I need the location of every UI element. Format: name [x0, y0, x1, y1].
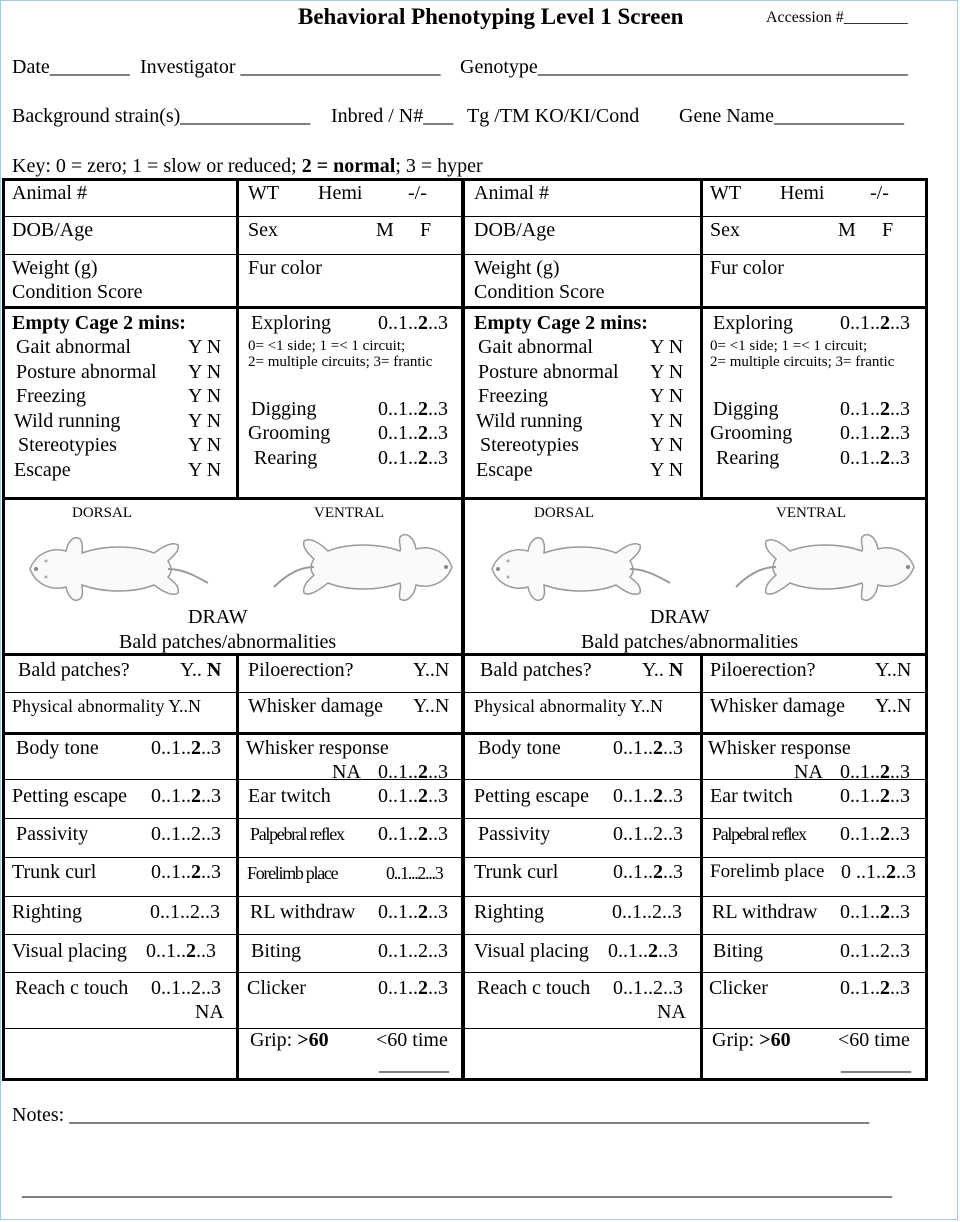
scale-high: ..3 [428, 785, 448, 807]
rearing-scale[interactable] [840, 447, 910, 470]
freezing-label: Freezing [478, 385, 548, 407]
notes-label: Notes: [12, 1104, 70, 1126]
passivity-label: Passivity [478, 823, 551, 845]
draw-label: DRAW [188, 606, 248, 628]
scale-high: ..3 [663, 861, 683, 883]
exploring-label: Exploring [251, 312, 331, 334]
mouse-dorsal-outline-image[interactable] [484, 523, 674, 613]
scale-normal: 2 [418, 398, 428, 420]
forelimb-place-label: Forelimb place [710, 861, 825, 882]
scale-normal: 2 [418, 785, 428, 807]
form-title: Behavioral Phenotyping Level 1 Screen [298, 4, 684, 29]
scale-low: 0..1.. [151, 861, 191, 883]
whisker-damage-label: Whisker damage [710, 695, 845, 717]
scale-high: ..3 [890, 785, 910, 807]
scale-low: 0..1.. [378, 312, 418, 334]
dorsal-label: DORSAL [534, 505, 595, 521]
scale-normal: 2 [418, 977, 428, 999]
ventral-label: VENTRAL [314, 505, 384, 521]
empty-cage-heading: Empty Cage 2 mins: [12, 312, 186, 334]
score-key-normal: 2 = normal [301, 155, 396, 177]
ventral-label: VENTRAL [776, 505, 846, 521]
whisker-response-label: Whisker response [246, 737, 389, 759]
biting-scale[interactable]: 0..1..2..3 [378, 940, 448, 962]
sex-label: Sex [248, 219, 278, 241]
scale-normal: 2 [886, 861, 896, 883]
forelimb-place-scale[interactable] [841, 861, 916, 884]
table-right-border [925, 178, 928, 1081]
escape-label: Escape [14, 459, 71, 481]
scale-normal: 2 [880, 977, 890, 999]
grooming-label: Grooming [710, 422, 793, 444]
scale-low: 0..1.. [146, 940, 186, 962]
scale-low: 0..1.. [840, 977, 880, 999]
scale-low: 0..1.. [840, 447, 880, 469]
scale-high: ..3 [428, 823, 448, 845]
scale-normal: 2 [880, 447, 890, 469]
visual-placing-scale[interactable] [608, 940, 678, 963]
exploring-label: Exploring [713, 312, 793, 334]
scale-normal: 2 [191, 737, 201, 759]
sex-m-option[interactable]: M [838, 219, 856, 241]
scale-normal: 2 [653, 861, 663, 883]
forelimb-place-scale[interactable]: 0..1...2...3 [386, 863, 443, 883]
palpebral-reflex-label: Palpebral reflex [712, 824, 806, 844]
table-bottom-border [2, 1078, 928, 1081]
dob-age-field[interactable]: DOB/Age [12, 219, 94, 241]
whisker-response-na[interactable]: NA [332, 761, 361, 783]
animal-number-field[interactable]: Animal # [12, 182, 87, 204]
bald-patches-yn[interactable] [180, 659, 221, 682]
scale-high: ..3 [890, 761, 910, 783]
inbred-field[interactable]: Inbred / N#___ [331, 105, 454, 127]
scale-low: 0..1.. [840, 901, 880, 923]
fur-color-field[interactable]: Fur color [248, 257, 322, 279]
grip-label [250, 1029, 329, 1052]
notes-field[interactable] [12, 1104, 869, 1127]
scale-high: ..3 [428, 761, 448, 783]
ear-twitch-label: Ear twitch [248, 785, 331, 807]
piloerection-label: Piloerection? [710, 659, 816, 681]
grip-under-60-time[interactable]: <60 time [376, 1029, 448, 1051]
mouse-ventral-outline-image[interactable] [732, 521, 922, 613]
scale-high: ..3 [428, 312, 448, 334]
escape-yn[interactable]: Y N [650, 459, 684, 481]
table-left-border [2, 178, 5, 1081]
scale-low: 0..1.. [840, 761, 880, 783]
posture-abnormal-yn[interactable]: Y N [650, 361, 684, 383]
weight-field[interactable]: Weight (g) [12, 257, 98, 279]
scale-normal: 2 [880, 823, 890, 845]
scale-low: 0..1.. [151, 737, 191, 759]
biting-label: Biting [713, 940, 764, 962]
scale-high: ..3 [201, 861, 221, 883]
clicker-label: Clicker [709, 977, 768, 999]
rearing-label: Rearing [254, 447, 318, 469]
trunk-curl-scale[interactable] [613, 861, 683, 884]
exploring-key-1: 0= <1 side; 1 =< 1 circuit; [248, 338, 406, 354]
digging-scale[interactable] [378, 398, 448, 421]
piloerection-yn[interactable]: Y..N [413, 659, 450, 681]
body-tone-label: Body tone [478, 737, 561, 759]
table-top-border [2, 178, 928, 181]
whisker-damage-label: Whisker damage [248, 695, 383, 717]
gait-abnormal-label: Gait abnormal [16, 336, 131, 358]
grip-under-60-time[interactable]: <60 time [838, 1029, 910, 1051]
table-rule [2, 779, 928, 780]
fur-color-field[interactable]: Fur color [710, 257, 784, 279]
grooming-scale[interactable] [840, 422, 910, 445]
scale-low: 0..1.. [840, 823, 880, 845]
exploring-key-2: 2= multiple circuits; 3= frantic [248, 354, 433, 370]
whisker-response-label: Whisker response [708, 737, 851, 759]
physical-abnormality-field[interactable]: Physical abnormality Y..N [12, 696, 201, 716]
rearing-label: Rearing [716, 447, 780, 469]
whisker-response-scale[interactable] [840, 761, 910, 784]
table-section-rule [2, 306, 928, 309]
ear-twitch-scale[interactable] [840, 785, 910, 808]
table-rule [2, 216, 928, 217]
scale-normal: 2 [186, 940, 196, 962]
reach-touch-scale[interactable]: 0..1..2..3 [151, 977, 221, 999]
digging-label: Digging [251, 398, 317, 420]
scale-low: 0..1.. [378, 901, 418, 923]
reach-touch-na[interactable]: NA [657, 1001, 686, 1023]
table-rule [2, 818, 928, 819]
table-rule [2, 934, 928, 935]
grip-text: Grip: [712, 1029, 760, 1051]
scale-normal: 2 [191, 785, 201, 807]
escape-yn[interactable]: Y N [188, 459, 222, 481]
scale-low: 0..1.. [378, 422, 418, 444]
visual-placing-scale[interactable] [146, 940, 216, 963]
scale-low: 0..1.. [378, 823, 418, 845]
sex-f-option[interactable]: F [882, 219, 894, 241]
piloerection-label: Piloerection? [248, 659, 354, 681]
genotype-hemi-option[interactable]: Hemi [780, 182, 825, 204]
draw-label: DRAW [650, 606, 710, 628]
scale-high: ..3 [201, 737, 221, 759]
scale-normal: 2 [191, 861, 201, 883]
scale-low: 0..1.. [840, 398, 880, 420]
ear-twitch-label: Ear twitch [710, 785, 793, 807]
whisker-damage-yn[interactable]: Y..N [413, 695, 450, 717]
scale-low: 0..1.. [608, 940, 648, 962]
whisker-damage-yn[interactable]: Y..N [875, 695, 912, 717]
genotype-field[interactable]: Genotype_____________________________________ [460, 56, 908, 78]
ear-twitch-scale[interactable] [378, 785, 448, 808]
background-strain-field[interactable]: Background strain(s)_____________ [12, 105, 311, 127]
bald-patches-label: Bald patches? [480, 659, 592, 681]
mouse-ventral-outline-image[interactable] [270, 521, 460, 613]
genotype-wt-option[interactable]: WT [710, 182, 742, 204]
notes-line-2[interactable]: _______________________________________________________________________________________ [22, 1178, 892, 1200]
scale-normal: 2 [418, 447, 428, 469]
table-rule [2, 972, 928, 973]
table-rule [2, 692, 928, 693]
table-section-rule [2, 732, 928, 735]
forelimb-place-label: Forelimb place [247, 863, 338, 883]
table-rule [2, 254, 928, 255]
table-rule [2, 896, 928, 897]
mouse-dorsal-outline-image[interactable] [22, 523, 212, 613]
physical-abnormality-field[interactable]: Physical abnormality Y..N [474, 696, 663, 716]
scale-normal: 2 [880, 312, 890, 334]
exploring-key-2: 2= multiple circuits; 3= frantic [710, 354, 895, 370]
stereotypies-yn[interactable]: Y N [650, 434, 684, 456]
scale-normal: 2 [880, 901, 890, 923]
table-rule [2, 857, 928, 858]
stereotypies-label: Stereotypies [480, 434, 579, 456]
scale-high: ..3 [658, 940, 678, 962]
scale-high: ..3 [890, 823, 910, 845]
gait-abnormal-label: Gait abnormal [478, 336, 593, 358]
option-no: N [668, 659, 684, 681]
trunk-curl-scale[interactable] [151, 861, 221, 884]
scale-low: 0..1.. [840, 785, 880, 807]
sex-f-option[interactable]: F [420, 219, 432, 241]
reach-touch-label: Reach c touch [477, 977, 591, 999]
tg-options[interactable]: Tg /TM KO/KI/Cond [467, 105, 640, 127]
palpebral-reflex-scale[interactable] [378, 823, 448, 846]
notes-line-1[interactable]: ________________________________________________________________________________ [69, 1104, 870, 1126]
body-tone-label: Body tone [16, 737, 99, 759]
righting-scale[interactable]: 0..1..2..3 [150, 901, 220, 923]
score-key-part2: ; 3 = hyper [395, 155, 483, 177]
scale-normal: 2 [418, 422, 428, 444]
reach-touch-na[interactable]: NA [195, 1001, 224, 1023]
rl-withdraw-label: RL withdraw [712, 901, 818, 923]
scale-high: ..3 [663, 737, 683, 759]
scale-high: ..3 [890, 312, 910, 334]
scale-normal: 2 [653, 737, 663, 759]
scale-normal: 2 [653, 785, 663, 807]
passivity-scale[interactable]: 0..1..2..3 [613, 823, 683, 845]
wild-running-label: Wild running [476, 410, 583, 432]
scale-normal: 2 [880, 785, 890, 807]
scale-low: 0..1.. [613, 737, 653, 759]
posture-abnormal-yn[interactable]: Y N [188, 361, 222, 383]
scale-low: 0..1.. [378, 761, 418, 783]
scale-high: ..3 [896, 861, 916, 883]
score-key [12, 155, 483, 178]
reach-touch-scale[interactable]: 0..1..2..3 [613, 977, 683, 999]
scale-high: ..3 [196, 940, 216, 962]
scale-low: 0..1.. [613, 785, 653, 807]
scale-low: 0..1.. [378, 447, 418, 469]
scale-high: ..3 [890, 447, 910, 469]
scale-normal: 2 [418, 901, 428, 923]
rl-withdraw-scale[interactable] [840, 901, 910, 924]
scale-normal: 2 [418, 312, 428, 334]
scale-low: 0..1.. [378, 785, 418, 807]
genotype-homo-option[interactable]: -/- [870, 182, 889, 204]
passivity-scale[interactable]: 0..1..2..3 [151, 823, 221, 845]
grip-time-line[interactable]: _______ [379, 1053, 449, 1075]
panel-divider [461, 178, 465, 1081]
posture-abnormal-label: Posture abnormal [478, 361, 619, 383]
scale-normal: 2 [880, 761, 890, 783]
clicker-scale[interactable] [378, 977, 448, 1000]
clicker-scale[interactable] [840, 977, 910, 1000]
scale-low: 0..1.. [840, 312, 880, 334]
scale-high: ..3 [428, 398, 448, 420]
piloerection-yn[interactable]: Y..N [875, 659, 912, 681]
body-tone-scale[interactable] [613, 737, 683, 760]
scale-high: ..3 [890, 977, 910, 999]
trunk-curl-label: Trunk curl [474, 861, 559, 883]
scale-high: ..3 [428, 901, 448, 923]
dorsal-label: DORSAL [72, 505, 133, 521]
score-key-part1: Key: 0 = zero; 1 = slow or reduced; [12, 155, 297, 177]
bald-patches-note: Bald patches/abnormalities [581, 631, 799, 653]
freezing-label: Freezing [16, 385, 86, 407]
exploring-key-1: 0= <1 side; 1 =< 1 circuit; [710, 338, 868, 354]
stereotypies-label: Stereotypies [18, 434, 117, 456]
stereotypies-yn[interactable]: Y N [188, 434, 222, 456]
scale-low: 0..1.. [840, 422, 880, 444]
grip-label [712, 1029, 791, 1052]
date-field[interactable]: Date________ [12, 56, 130, 78]
wild-running-yn[interactable]: Y N [188, 410, 222, 432]
genotype-homo-option[interactable]: -/- [408, 182, 427, 204]
investigator-field[interactable]: Investigator ____________________ [140, 56, 441, 78]
scale-normal: 2 [648, 940, 658, 962]
sex-label: Sex [710, 219, 740, 241]
petting-escape-label: Petting escape [474, 785, 589, 807]
petting-escape-label: Petting escape [12, 785, 127, 807]
bald-patches-yn[interactable] [642, 659, 683, 682]
grip-over-60[interactable]: >60 [759, 1029, 791, 1051]
scale-high: ..3 [428, 422, 448, 444]
grooming-scale[interactable] [378, 422, 448, 445]
scale-normal: 2 [418, 823, 428, 845]
condition-score-field[interactable]: Condition Score [474, 281, 605, 303]
biting-scale[interactable]: 0..1..2..3 [840, 940, 910, 962]
option-yes: Y.. [642, 659, 669, 681]
palpebral-reflex-label: Palpebral reflex [250, 824, 344, 844]
petting-escape-scale[interactable] [151, 785, 221, 808]
rl-withdraw-scale[interactable] [378, 901, 448, 924]
scale-high: ..3 [663, 785, 683, 807]
visual-placing-label: Visual placing [474, 940, 589, 962]
option-no: N [206, 659, 222, 681]
scale-low: 0..1.. [151, 785, 191, 807]
exploring-scale[interactable] [378, 312, 448, 335]
righting-label: Righting [474, 901, 545, 923]
scale-high: ..3 [890, 398, 910, 420]
empty-cage-heading: Empty Cage 2 mins: [474, 312, 648, 334]
digging-scale[interactable] [840, 398, 910, 421]
freezing-yn[interactable]: Y N [650, 385, 684, 407]
whisker-response-na[interactable]: NA [794, 761, 823, 783]
column-divider [700, 653, 703, 1081]
rearing-scale[interactable] [378, 447, 448, 470]
bald-patches-note: Bald patches/abnormalities [119, 631, 337, 653]
freezing-yn[interactable]: Y N [188, 385, 222, 407]
column-divider [236, 178, 239, 497]
scale-normal: 2 [418, 761, 428, 783]
rl-withdraw-label: RL withdraw [250, 901, 356, 923]
clicker-label: Clicker [247, 977, 306, 999]
weight-field[interactable]: Weight (g) [474, 257, 560, 279]
reach-touch-label: Reach c touch [15, 977, 129, 999]
genotype-hemi-option[interactable]: Hemi [318, 182, 363, 204]
grip-over-60[interactable]: >60 [297, 1029, 329, 1051]
biting-label: Biting [251, 940, 302, 962]
scale-low: 0..1.. [378, 977, 418, 999]
scale-high: ..3 [428, 977, 448, 999]
wild-running-yn[interactable]: Y N [650, 410, 684, 432]
grip-time-line[interactable]: _______ [841, 1053, 911, 1075]
dob-age-field[interactable]: DOB/Age [474, 219, 556, 241]
grip-text: Grip: [250, 1029, 298, 1051]
trunk-curl-label: Trunk curl [12, 861, 97, 883]
righting-label: Righting [12, 901, 83, 923]
scale-high: ..3 [201, 785, 221, 807]
exploring-scale[interactable] [840, 312, 910, 335]
scale-low: 0..1.. [378, 398, 418, 420]
wild-running-label: Wild running [14, 410, 121, 432]
animal-number-field[interactable]: Animal # [474, 182, 549, 204]
table-section-rule [2, 497, 928, 500]
grooming-label: Grooming [248, 422, 331, 444]
scale-high: ..3 [890, 422, 910, 444]
column-divider [700, 178, 703, 497]
visual-placing-label: Visual placing [12, 940, 127, 962]
posture-abnormal-label: Posture abnormal [16, 361, 157, 383]
petting-escape-scale[interactable] [613, 785, 683, 808]
scale-normal: 2 [880, 422, 890, 444]
bald-patches-label: Bald patches? [18, 659, 130, 681]
scale-normal: 2 [880, 398, 890, 420]
option-yes: Y.. [180, 659, 207, 681]
gait-abnormal-yn[interactable]: Y N [188, 336, 222, 358]
condition-score-field[interactable]: Condition Score [12, 281, 143, 303]
whisker-response-scale[interactable] [378, 761, 448, 784]
gene-name-field[interactable]: Gene Name_____________ [679, 105, 904, 127]
column-divider [236, 653, 239, 1081]
scale-high: ..3 [428, 447, 448, 469]
escape-label: Escape [476, 459, 533, 481]
palpebral-reflex-scale[interactable] [840, 823, 910, 846]
genotype-wt-option[interactable]: WT [248, 182, 280, 204]
scale-low: 0..1.. [613, 861, 653, 883]
scale-high: ..3 [890, 901, 910, 923]
scale-low: 0 ..1.. [841, 861, 886, 883]
digging-label: Digging [713, 398, 779, 420]
righting-scale[interactable]: 0..1..2..3 [612, 901, 682, 923]
sex-m-option[interactable]: M [376, 219, 394, 241]
gait-abnormal-yn[interactable]: Y N [650, 336, 684, 358]
passivity-label: Passivity [16, 823, 89, 845]
accession-field[interactable]: Accession #________ [766, 9, 908, 26]
body-tone-scale[interactable] [151, 737, 221, 760]
